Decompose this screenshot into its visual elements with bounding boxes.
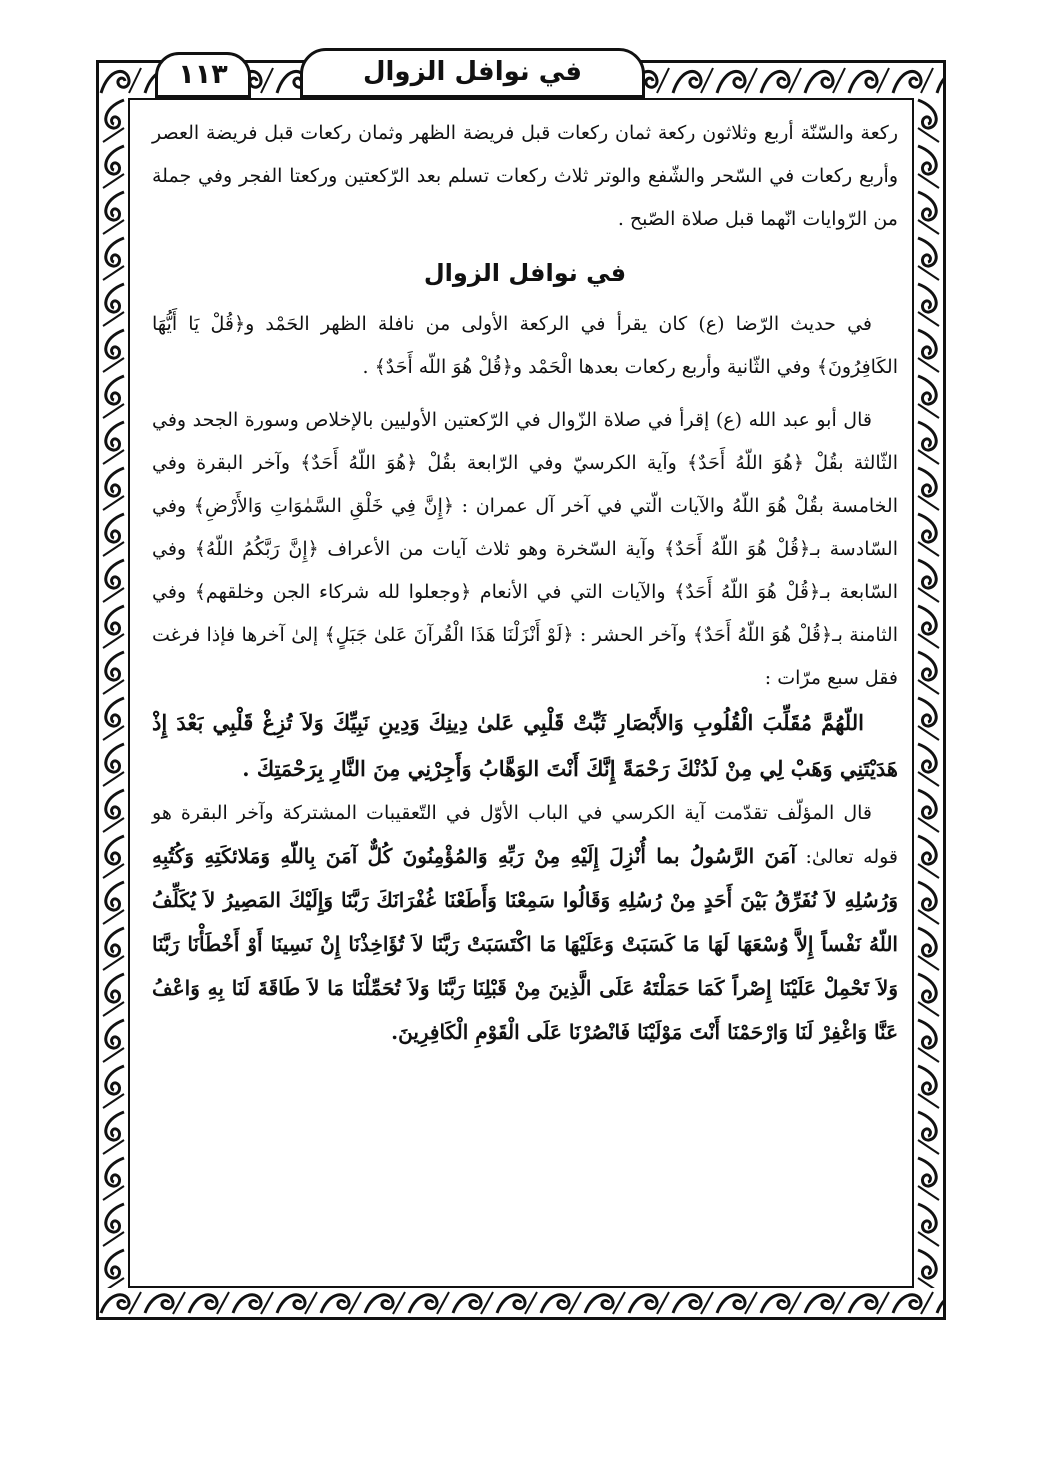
intro-paragraph: ركعة والسّنّة أربع وثلاثون ركعة ثمان ركعات قبل فريضة الظهر وثمان ركعات قبل فريضة العصر وأربع ركعات في السّحر والشّفع والوتر ثلاث ركعات تسلم بعد الرّكعتين وركعتا الفجر وفي جملة من الرّوايات انّهما قبل صلاة الصّبح . (152, 122, 898, 230)
ornament-band-right (914, 98, 943, 1288)
page-number-badge (155, 52, 251, 98)
prayer-paragraph: اللّهُمَّ مُقَلِّبَ الْقُلُوبِ وَالأَبْصَارِ ثَبِّتْ قَلْبِي عَلىٰ دِينِكَ وَدِينِ نَبِيِّكَ وَلاَ تُزِغْ قَلْبِي بَعْدَ إِذْ هَدَيْتَنِي وَهَبْ لِي مِنْ لَدُنْكَ رَحْمَةً إِنَّكَ أَنْتَ الوَهَّابُ وَأَجِرْنِي مِنَ النَّارِ بِرَحْمَتِكَ . (152, 710, 898, 781)
running-header-title: في نوافل الزوال (362, 57, 583, 87)
ornament-band-left (99, 98, 128, 1288)
hadith-rida-paragraph: في حديث الرّضا (ع) كان يقرأ في الركعة الأولى من نافلة الظهر الحَمْد و﴿قُلْ يَا أَيُّهَا الكَافِرُونَ﴾ وفي الثّانية وأربع ركعات بعدها الْحَمْد و﴿قُلْ هُوَ اللّه أَحَدٌ﴾ . (152, 313, 898, 378)
ornament-pattern-left (99, 98, 128, 1288)
page-content (152, 112, 898, 1055)
hadith-abi-abdillah-paragraph: قال أبو عبد الله (ع) إقرأ في صلاة الزّوال في الرّكعتين الأوليين بالإخلاص وسورة الجحد وفي الثّالثة بقُلْ ﴿هُوَ اللّهُ أَحَدٌ﴾ وآية الكرسيّ وفي الرّابعة بقُلْ ﴿هُوَ اللّهُ أَحَدٌ﴾ وآخر البقرة وفي الخامسة بقُلْ هُوَ اللّهُ والآيات الّتي في آخر آل عمران : ﴿إِنَّ فِي خَلْقِ السَّمٰوَاتِ وَالأَرْضِ﴾ وفي السّادسة بـ﴿قُلْ هُوَ اللّهُ أَحَدٌ﴾ وآية السّخرة وهو ثلاث آيات من الأعراف ﴿إِنَّ رَبَّكُمُ اللّهُ﴾ وفي السّابعة بـ﴿قُلْ هُوَ اللّهُ أَحَدٌ﴾ والآيات التي في الأنعام ﴿وجعلوا لله شركاء الجن وخلقهم﴾ وفي الثامنة بـ﴿قُلْ هُوَ اللّهُ أَحَدٌ﴾ وآخر الحشر : ﴿لَوْ أَنْزَلْنَا هَذَا الْقُرآنَ عَلىٰ جَبَلٍ﴾ إلىٰ آخرها فإذا فرغت فقل سبع مرّات : (152, 409, 898, 689)
page-number: ١١٣ (178, 59, 228, 90)
ornament-band-bottom (99, 1288, 943, 1317)
author-note-verse: آمَنَ الرَّسُولُ بما أُنْزِلَ إِلَيْهِ مِنْ رَبِّهِ وَالمُؤْمِنُونَ كُلٌّ آمَنَ بِاللّهِ وَمَلائكَتِهِ وَكُتُبِهِ وَرُسُلِهِ لاَ نُفَرِّقُ بَيْنَ أَحَدٍ مِنْ رُسُلِهِ وَقَالُوا سَمِعْنَا وَأَطَعْنَا غُفْرَانَكَ رَبَّنَا وَإِلَيْكَ المَصِيرُ لاَ يُكَلِّفُ اللّهُ نَفْساً إِلاَّ وُسْعَهَا لَهَا مَا كَسَبَتْ وَعَلَيْهَا مَا اكْتَسَبَتْ رَبَّنَا لاَ تُؤَاخِذْنَا إِنْ نَسِينَا أَوْ أَخْطَأْنَا رَبَّنَا وَلاَ تَحْمِلْ عَلَيْنَا إِصْراً كَمَا حَمَلْتَهُ عَلَى الَّذِينَ مِنْ قَبْلِنَا رَبَّنَا وَلاَ تُحَمِّلْنَا مَا لاَ طَاقَةَ لَنَا بِهِ وَاعْفُ عَنَّا وَاغْفِرْ لَنَا وَارْحَمْنَا أَنْتَ مَوْلَيْنَا فَانْصُرْنَا عَلَى الْقَوْمِ الْكَافِرِينَ. (152, 844, 899, 1044)
ornament-pattern-bottom (99, 1288, 943, 1317)
ornament-pattern-right (914, 98, 943, 1288)
author-note-paragraph (152, 792, 898, 1055)
section-heading: في نوافل الزوال (423, 259, 627, 287)
author-note-prefix: قال المؤلّف تقدّمت آية الكرسي في الباب الأوّل في التّعقيبات المشتركة وآخر البقرة هو قوله تعالىٰ: (152, 802, 899, 868)
running-header (300, 48, 645, 98)
